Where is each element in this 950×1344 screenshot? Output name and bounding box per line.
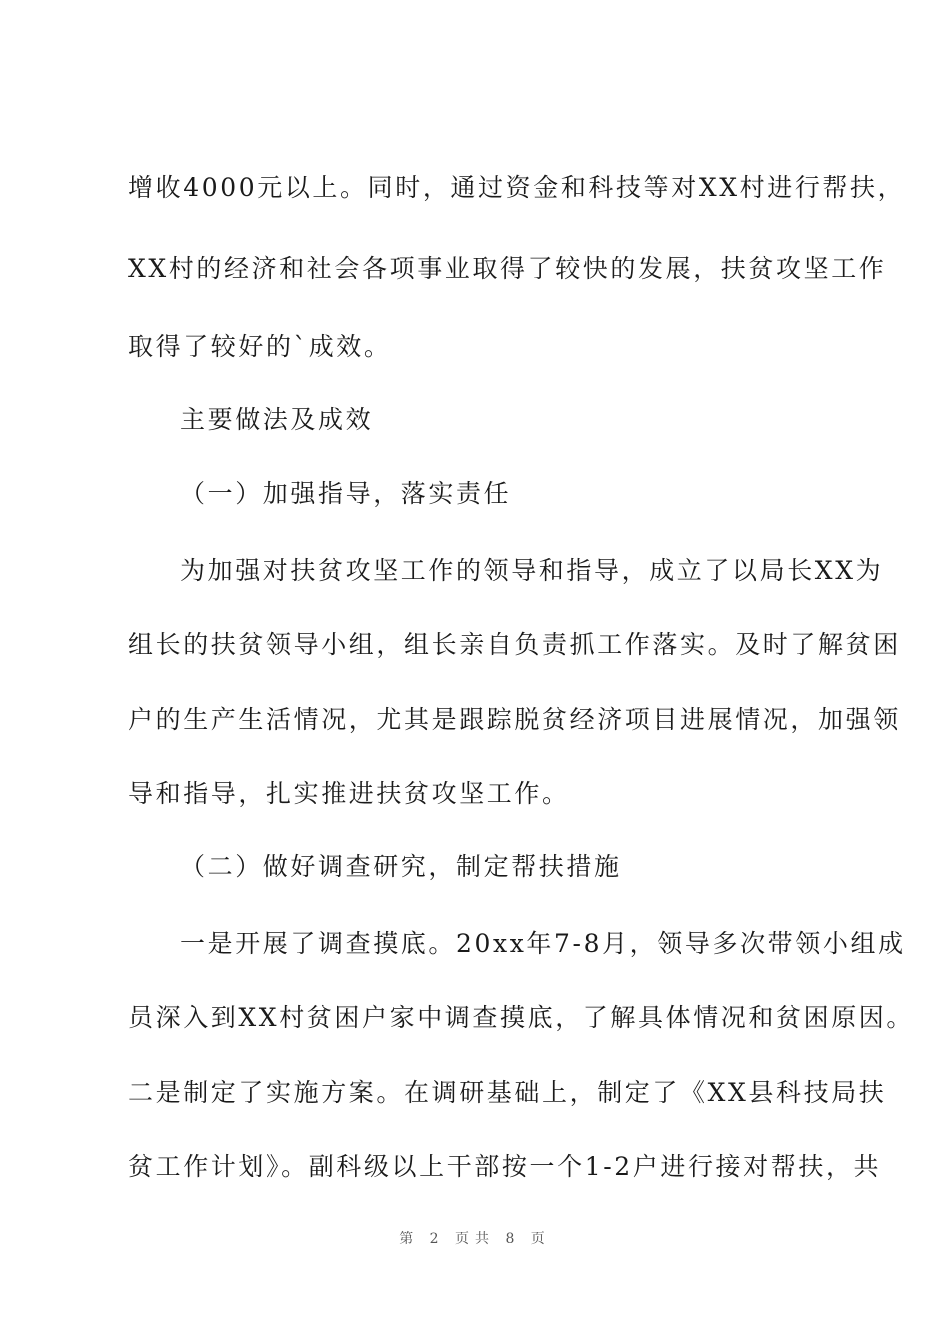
subsection-heading: （二）做好调查研究，制定帮扶措施 bbox=[180, 852, 622, 881]
paragraph-line: XX村的经济和社会各项事业取得了较快的发展，扶贫攻坚工作 bbox=[128, 254, 887, 283]
paragraph-line: 二是制定了实施方案。在调研基础上，制定了《XX县科技局扶 bbox=[128, 1078, 887, 1107]
paragraph-line: 贫工作计划》。副科级以上干部按一个1-2户进行接对帮扶，共 bbox=[128, 1152, 882, 1181]
subsection-heading: （一）加强指导，落实责任 bbox=[180, 479, 512, 508]
paragraph-line: 取得了较好的`成效。 bbox=[128, 332, 392, 361]
paragraph-line: 户的生产生活情况，尤其是跟踪脱贫经济项目进展情况，加强领 bbox=[128, 705, 901, 734]
paragraph-line: 一是开展了调查摸底。20xx年7-8月，领导多次带领小组成 bbox=[180, 929, 906, 958]
paragraph-line: 增收4000元以上。同时，通过资金和科技等对XX村进行帮扶， bbox=[128, 173, 906, 202]
paragraph-line: 导和指导，扎实推进扶贫攻坚工作。 bbox=[128, 779, 570, 808]
paragraph-line: 组长的扶贫领导小组，组长亲自负责抓工作落实。及时了解贫困 bbox=[128, 630, 901, 659]
page-number-footer: 第 2 页共 8 页 bbox=[399, 1231, 551, 1247]
paragraph-line: 员深入到XX村贫困户家中调查摸底，了解具体情况和贫困原因。 bbox=[128, 1003, 914, 1032]
section-heading: 主要做法及成效 bbox=[180, 405, 374, 434]
paragraph-line: 为加强对扶贫攻坚工作的领导和指导，成立了以局长XX为 bbox=[180, 556, 884, 585]
